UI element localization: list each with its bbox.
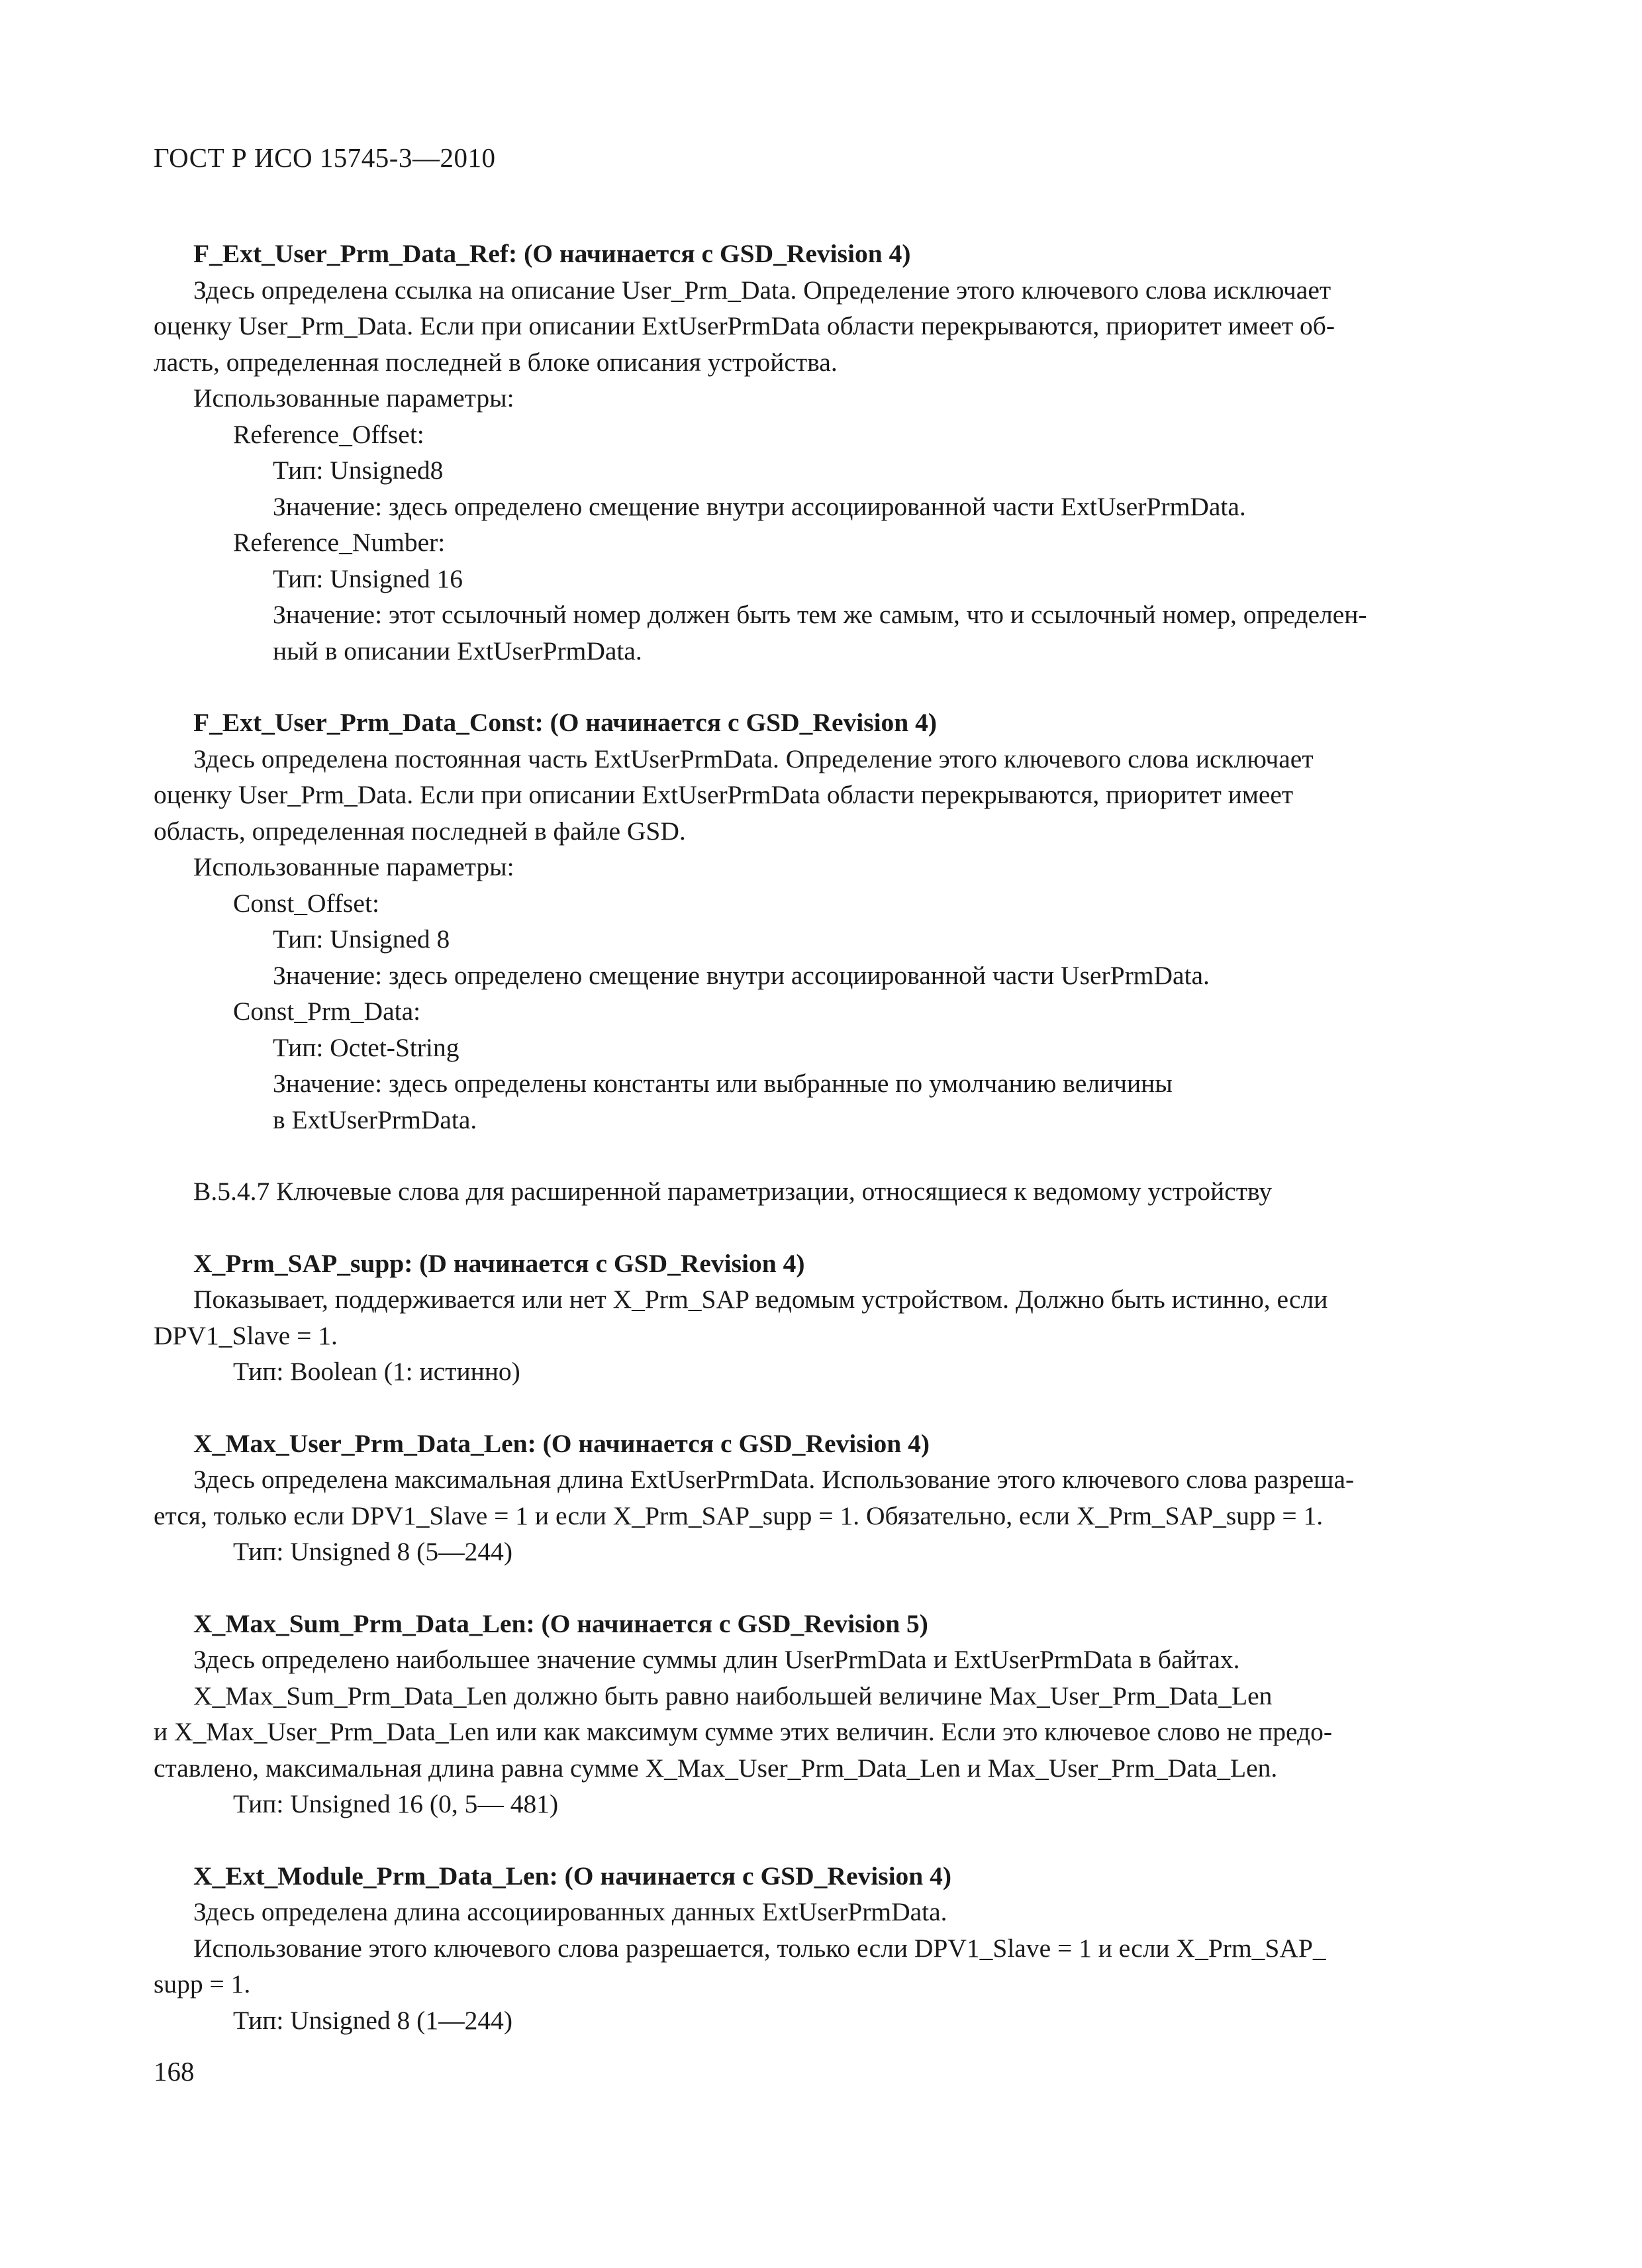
param-name: Reference_Number:	[233, 528, 446, 557]
section-heading: В.5.4.7 Ключевые слова для расширенной параметризации, относящиеся к ведомому устройству	[193, 1177, 1273, 1206]
keyword-description-line: X_Max_Sum_Prm_Data_Len должно быть равно наибольшей величине Max_User_Prm_Data_Len	[193, 1681, 1273, 1710]
spacer	[154, 1570, 1483, 1606]
keyword-description-line: оценку User_Prm_Data. Если при описании ExtUserPrmData области перекрываются, приоритет имеет об-	[154, 311, 1335, 340]
param-type: Тип: Unsigned 8 (1—244)	[233, 2005, 512, 2035]
keyword-description-line: область, определенная последней в файле GSD.	[154, 816, 686, 846]
params-label: Использованные параметры:	[193, 852, 514, 881]
param-type: Тип: Octet-String	[273, 1032, 459, 1062]
param-type: Тип: Boolean (1: истинно)	[233, 1357, 520, 1386]
param-type: Тип: Unsigned 16	[273, 564, 463, 593]
keyword-description-line: Здесь определена максимальная длина ExtUserPrmData. Использование этого ключевого слова разреша-	[193, 1465, 1355, 1494]
keyword-description-line: Здесь определена ссылка на описание User_Prm_Data. Определение этого ключевого слова исключает	[193, 275, 1331, 305]
keyword-title: X_Ext_Module_Prm_Data_Len: (О начинается с GSD_Revision 4)	[193, 1861, 952, 1891]
param-type: Тип: Unsigned 8	[273, 924, 450, 954]
param-name: Const_Offset:	[233, 888, 379, 918]
param-value: Значение: здесь определено смещение внутри ассоциированной части ExtUserPrmData.	[273, 491, 1246, 521]
page-number: 168	[154, 2056, 195, 2087]
keyword-block-modlen	[154, 1858, 1483, 2039]
keyword-description-line: ласть, определенная последней в блоке описания устройства.	[154, 347, 838, 377]
param-type: Тип: Unsigned 8 (5—244)	[233, 1537, 512, 1566]
params-label: Использованные параметры:	[193, 383, 514, 413]
keyword-block-maxsum	[154, 1606, 1483, 1822]
spacer	[154, 669, 1483, 705]
keyword-description-line: supp = 1.	[154, 1969, 251, 1998]
spacer	[154, 1822, 1483, 1858]
keyword-description-line: Здесь определена длина ассоциированных данных ExtUserPrmData.	[193, 1897, 947, 1926]
page-header-standard: ГОСТ Р ИСО 15745-3—2010	[154, 142, 496, 173]
param-type: Тип: Unsigned 16 (0, 5— 481)	[233, 1789, 559, 1818]
spacer	[154, 1210, 1483, 1246]
keyword-title: X_Max_User_Prm_Data_Len: (О начинается с GSD_Revision 4)	[193, 1428, 930, 1458]
keyword-description-line: и X_Max_User_Prm_Data_Len или как максимум сумме этих величин. Если это ключевое слово не предо-	[154, 1717, 1333, 1746]
keyword-description-line: Здесь определено наибольшее значение суммы длин UserPrmData и ExtUserPrmData в байтах.	[193, 1645, 1240, 1674]
spacer	[154, 1390, 1483, 1426]
keyword-description-line: ется, только если DPV1_Slave = 1 и если X_Prm_SAP_supp = 1. Обязательно, если X_Prm_SAP_supp = 1.	[154, 1501, 1324, 1530]
keyword-description-line: оценку User_Prm_Data. Если при описании ExtUserPrmData области перекрываются, приоритет имеет	[154, 780, 1294, 809]
keyword-description-line: Здесь определена постоянная часть ExtUserPrmData. Определение этого ключевого слова исключает	[193, 744, 1314, 773]
keyword-title: X_Max_Sum_Prm_Data_Len: (О начинается с GSD_Revision 5)	[193, 1608, 928, 1638]
param-name: Const_Prm_Data:	[233, 997, 421, 1026]
param-value: Значение: здесь определены константы или выбранные по умолчанию величины	[273, 1069, 1173, 1098]
param-value: Значение: этот ссылочный номер должен быть тем же самым, что и ссылочный номер, определен-	[273, 600, 1367, 629]
page-content	[154, 236, 1483, 2038]
keyword-title: F_Ext_User_Prm_Data_Ref: (О начинается с GSD_Revision 4)	[193, 239, 911, 268]
param-value: ный в описании ExtUserPrmData.	[273, 636, 642, 666]
param-type: Тип: Unsigned8	[273, 456, 444, 485]
keyword-title: X_Prm_SAP_supp: (D начинается с GSD_Revision 4)	[193, 1248, 805, 1278]
keyword-block-ref	[154, 236, 1483, 669]
param-value: Значение: здесь определено смещение внутри ассоциированной части UserPrmData.	[273, 960, 1210, 990]
keyword-block-const	[154, 705, 1483, 1138]
keyword-description-line: DPV1_Slave = 1.	[154, 1320, 338, 1350]
param-value: в ExtUserPrmData.	[273, 1105, 477, 1134]
keyword-title: F_Ext_User_Prm_Data_Const: (О начинается с GSD_Revision 4)	[193, 708, 938, 737]
param-name: Reference_Offset:	[233, 419, 424, 449]
keyword-description-line: Использование этого ключевого слова разрешается, только если DPV1_Slave = 1 и если X_Prm_SAP_	[193, 1933, 1326, 1963]
keyword-block-maxlen	[154, 1426, 1483, 1570]
keyword-description-line: ставлено, максимальная длина равна сумме X_Max_User_Prm_Data_Len и Max_User_Prm_Data_Len.	[154, 1753, 1278, 1783]
spacer	[154, 1138, 1483, 1173]
keyword-block-sap	[154, 1246, 1483, 1390]
keyword-description-line: Показывает, поддерживается или нет X_Prm_SAP ведомым устройством. Должно быть истинно, если	[193, 1285, 1328, 1314]
